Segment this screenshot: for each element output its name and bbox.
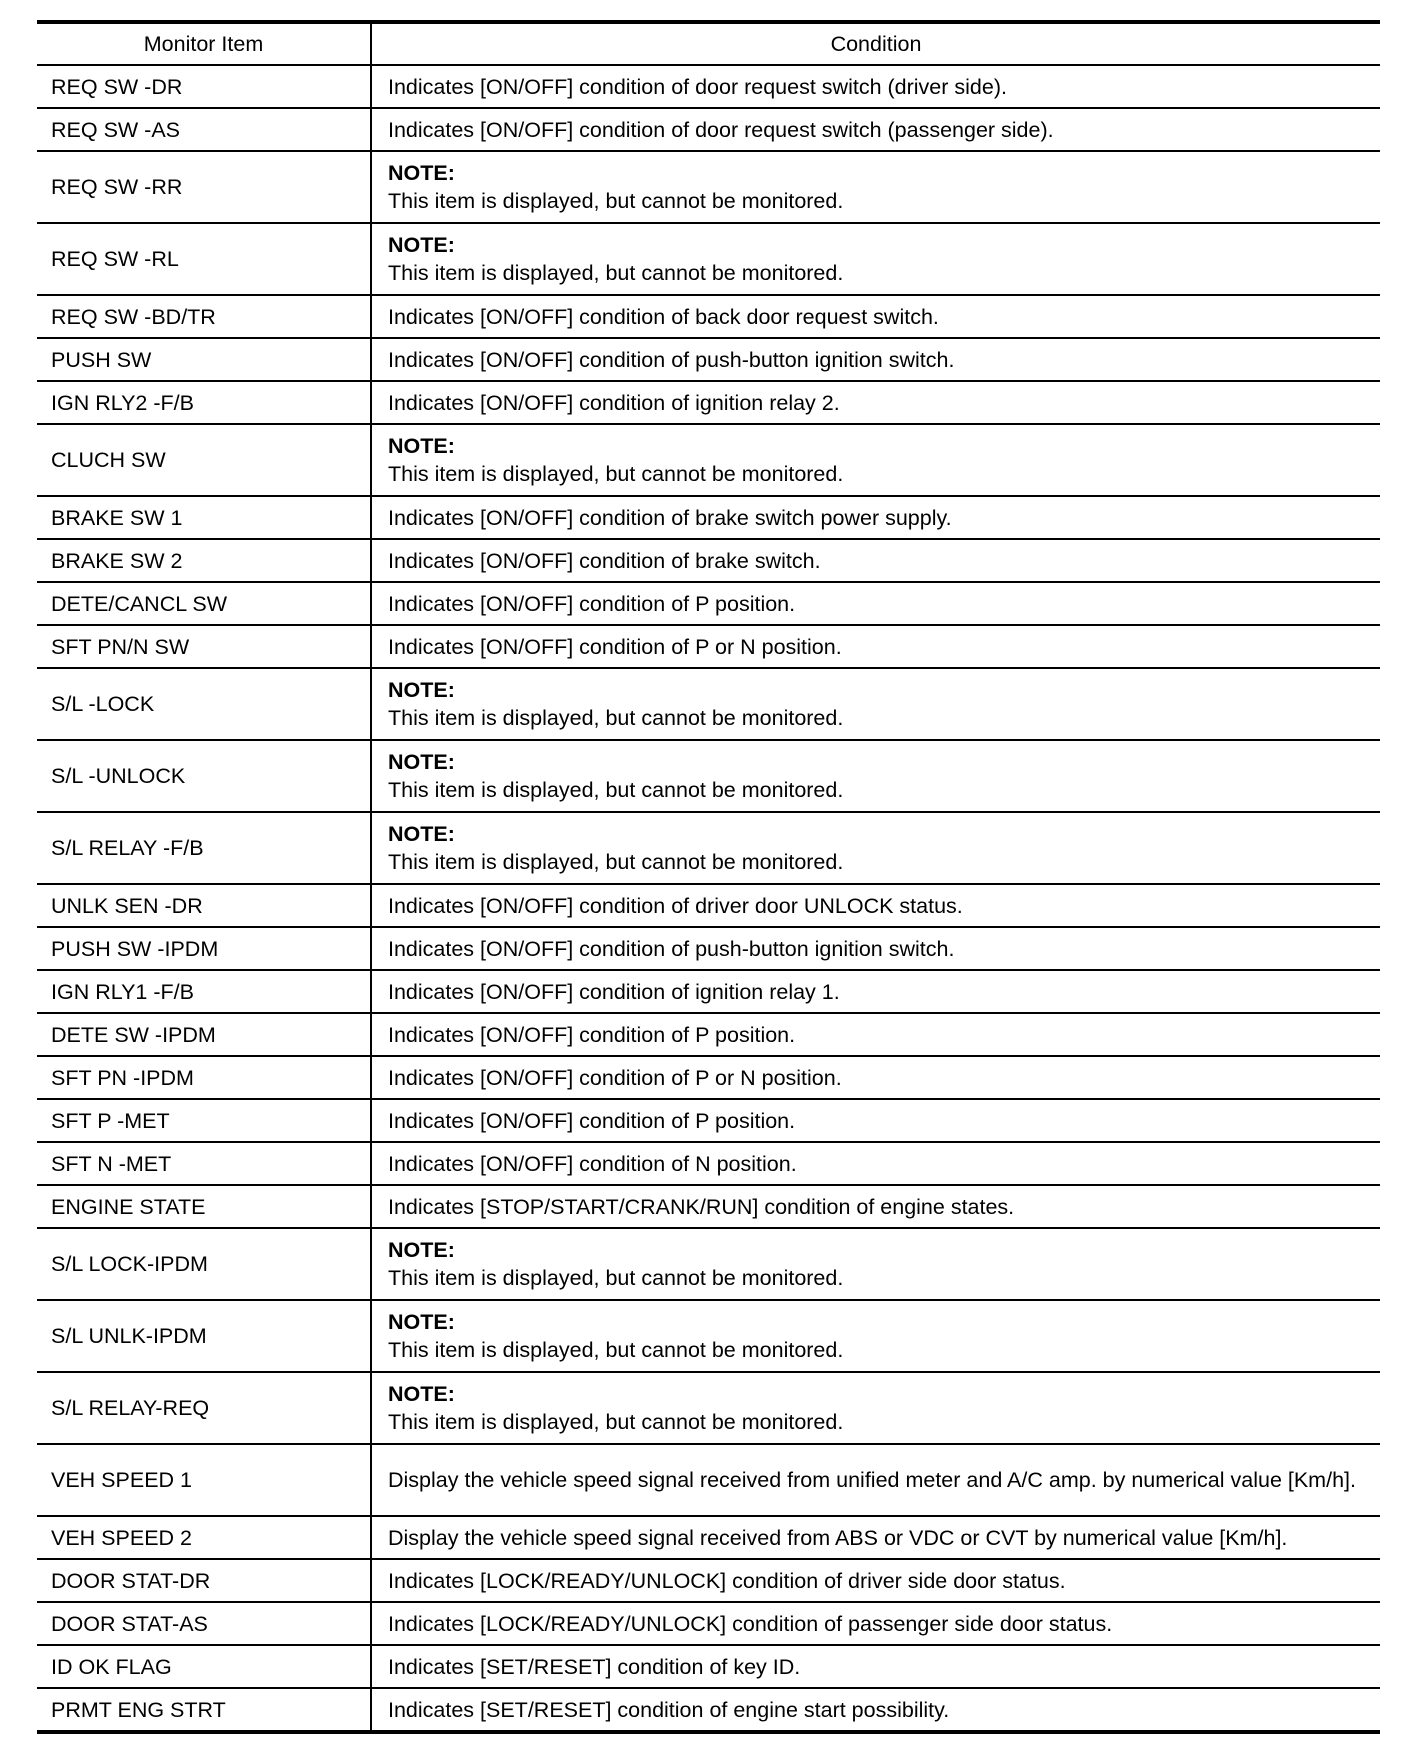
monitor-item-cell: SFT N -MET bbox=[37, 1142, 371, 1185]
condition-cell: Indicates [SET/RESET] condition of engine start possibility. bbox=[371, 1688, 1380, 1732]
condition-cell: Indicates [ON/OFF] condition of push-button ignition switch. bbox=[371, 338, 1380, 381]
table-row bbox=[37, 1688, 1380, 1732]
table-row bbox=[37, 424, 1380, 496]
table-row bbox=[37, 1444, 1380, 1516]
condition-cell: Indicates [ON/OFF] condition of door request switch (passenger side). bbox=[371, 108, 1380, 151]
note-label: NOTE: bbox=[388, 1310, 455, 1334]
note-label: NOTE: bbox=[388, 678, 455, 702]
table-header-row bbox=[37, 22, 1380, 65]
condition-cell: Indicates [SET/RESET] condition of key ID. bbox=[371, 1645, 1380, 1688]
note-text: This item is displayed, but cannot be monitored. bbox=[388, 1266, 844, 1290]
note-text: This item is displayed, but cannot be monitored. bbox=[388, 778, 844, 802]
note-text: This item is displayed, but cannot be monitored. bbox=[388, 1410, 844, 1434]
condition-note-cell bbox=[371, 740, 1380, 812]
header-monitor-item: Monitor Item bbox=[37, 22, 371, 65]
note-label: NOTE: bbox=[388, 750, 455, 774]
table-row bbox=[37, 884, 1380, 927]
note-label: NOTE: bbox=[388, 233, 455, 257]
monitor-item-cell: REQ SW -RL bbox=[37, 223, 371, 295]
monitor-item-cell: SFT P -MET bbox=[37, 1099, 371, 1142]
note-text: This item is displayed, but cannot be monitored. bbox=[388, 462, 844, 486]
monitor-item-cell: S/L -UNLOCK bbox=[37, 740, 371, 812]
table-row bbox=[37, 812, 1380, 884]
condition-cell: Display the vehicle speed signal received from ABS or VDC or CVT by numerical value [Km/h]. bbox=[371, 1516, 1380, 1559]
condition-cell: Indicates [STOP/START/CRANK/RUN] condition of engine states. bbox=[371, 1185, 1380, 1228]
table-row bbox=[37, 582, 1380, 625]
header-condition: Condition bbox=[371, 22, 1380, 65]
condition-cell: Indicates [LOCK/READY/UNLOCK] condition of driver side door status. bbox=[371, 1559, 1380, 1602]
note-label: NOTE: bbox=[388, 161, 455, 185]
condition-note-cell bbox=[371, 668, 1380, 740]
condition-cell: Indicates [ON/OFF] condition of P position. bbox=[371, 1099, 1380, 1142]
table-row bbox=[37, 1056, 1380, 1099]
table-row bbox=[37, 1185, 1380, 1228]
condition-note-cell bbox=[371, 424, 1380, 496]
condition-cell: Indicates [ON/OFF] condition of P or N position. bbox=[371, 625, 1380, 668]
monitor-item-cell: S/L RELAY-REQ bbox=[37, 1372, 371, 1444]
note-label: NOTE: bbox=[388, 434, 455, 458]
table-row bbox=[37, 295, 1380, 338]
table-row bbox=[37, 740, 1380, 812]
monitor-item-cell: SFT PN -IPDM bbox=[37, 1056, 371, 1099]
table-row bbox=[37, 1645, 1380, 1688]
table-row bbox=[37, 970, 1380, 1013]
condition-cell: Indicates [ON/OFF] condition of P position. bbox=[371, 1013, 1380, 1056]
table-row bbox=[37, 151, 1380, 223]
table-row bbox=[37, 539, 1380, 582]
condition-cell: Indicates [LOCK/READY/UNLOCK] condition of passenger side door status. bbox=[371, 1602, 1380, 1645]
table-body bbox=[37, 65, 1380, 1732]
monitor-item-cell: REQ SW -AS bbox=[37, 108, 371, 151]
table-row bbox=[37, 1516, 1380, 1559]
condition-cell: Indicates [ON/OFF] condition of back door request switch. bbox=[371, 295, 1380, 338]
monitor-item-cell: CLUCH SW bbox=[37, 424, 371, 496]
table-row bbox=[37, 1300, 1380, 1372]
monitor-item-cell: VEH SPEED 1 bbox=[37, 1444, 371, 1516]
monitor-item-cell: IGN RLY2 -F/B bbox=[37, 381, 371, 424]
monitor-item-cell: PRMT ENG STRT bbox=[37, 1688, 371, 1732]
monitor-item-cell: DOOR STAT-DR bbox=[37, 1559, 371, 1602]
monitor-item-cell: SFT PN/N SW bbox=[37, 625, 371, 668]
condition-note-cell bbox=[371, 1228, 1380, 1300]
condition-note-cell bbox=[371, 812, 1380, 884]
condition-cell: Indicates [ON/OFF] condition of brake switch. bbox=[371, 539, 1380, 582]
table-row bbox=[37, 1602, 1380, 1645]
monitor-item-cell: ENGINE STATE bbox=[37, 1185, 371, 1228]
monitor-item-cell: S/L -LOCK bbox=[37, 668, 371, 740]
table-row bbox=[37, 1142, 1380, 1185]
note-text: This item is displayed, but cannot be monitored. bbox=[388, 850, 844, 874]
condition-note-cell bbox=[371, 1300, 1380, 1372]
table-row bbox=[37, 1099, 1380, 1142]
table-row bbox=[37, 496, 1380, 539]
monitor-item-cell: DOOR STAT-AS bbox=[37, 1602, 371, 1645]
monitor-item-cell: UNLK SEN -DR bbox=[37, 884, 371, 927]
table-row bbox=[37, 1372, 1380, 1444]
table-row bbox=[37, 927, 1380, 970]
monitor-item-cell: IGN RLY1 -F/B bbox=[37, 970, 371, 1013]
note-text: This item is displayed, but cannot be monitored. bbox=[388, 706, 844, 730]
monitor-item-cell: BRAKE SW 1 bbox=[37, 496, 371, 539]
note-label: NOTE: bbox=[388, 1382, 455, 1406]
monitor-item-cell: BRAKE SW 2 bbox=[37, 539, 371, 582]
condition-cell: Indicates [ON/OFF] condition of driver door UNLOCK status. bbox=[371, 884, 1380, 927]
monitor-item-cell: PUSH SW bbox=[37, 338, 371, 381]
table-row bbox=[37, 223, 1380, 295]
note-text: This item is displayed, but cannot be monitored. bbox=[388, 261, 844, 285]
monitor-item-cell: REQ SW -DR bbox=[37, 65, 371, 108]
table-row bbox=[37, 625, 1380, 668]
monitor-item-cell: ID OK FLAG bbox=[37, 1645, 371, 1688]
monitor-item-cell: DETE SW -IPDM bbox=[37, 1013, 371, 1056]
monitor-item-table-container bbox=[37, 20, 1380, 1734]
table-row bbox=[37, 108, 1380, 151]
table-row bbox=[37, 65, 1380, 108]
monitor-item-cell: REQ SW -BD/TR bbox=[37, 295, 371, 338]
condition-cell: Display the vehicle speed signal received from unified meter and A/C amp. by numerical value [Km/h]. bbox=[371, 1444, 1380, 1516]
condition-note-cell bbox=[371, 151, 1380, 223]
monitor-item-cell: PUSH SW -IPDM bbox=[37, 927, 371, 970]
table-row bbox=[37, 381, 1380, 424]
table-row bbox=[37, 668, 1380, 740]
condition-cell: Indicates [ON/OFF] condition of P position. bbox=[371, 582, 1380, 625]
condition-note-cell bbox=[371, 1372, 1380, 1444]
condition-cell: Indicates [ON/OFF] condition of ignition relay 1. bbox=[371, 970, 1380, 1013]
note-label: NOTE: bbox=[388, 1238, 455, 1262]
monitor-item-cell: VEH SPEED 2 bbox=[37, 1516, 371, 1559]
condition-cell: Indicates [ON/OFF] condition of N position. bbox=[371, 1142, 1380, 1185]
monitor-item-cell: REQ SW -RR bbox=[37, 151, 371, 223]
condition-cell: Indicates [ON/OFF] condition of push-button ignition switch. bbox=[371, 927, 1380, 970]
monitor-item-cell: S/L RELAY -F/B bbox=[37, 812, 371, 884]
condition-cell: Indicates [ON/OFF] condition of brake switch power supply. bbox=[371, 496, 1380, 539]
note-text: This item is displayed, but cannot be monitored. bbox=[388, 1338, 844, 1362]
monitor-item-cell: S/L UNLK-IPDM bbox=[37, 1300, 371, 1372]
table-row bbox=[37, 1013, 1380, 1056]
table-row bbox=[37, 1559, 1380, 1602]
monitor-item-cell: DETE/CANCL SW bbox=[37, 582, 371, 625]
monitor-item-table bbox=[37, 20, 1380, 1734]
condition-cell: Indicates [ON/OFF] condition of P or N position. bbox=[371, 1056, 1380, 1099]
table-row bbox=[37, 338, 1380, 381]
monitor-item-cell: S/L LOCK-IPDM bbox=[37, 1228, 371, 1300]
condition-note-cell bbox=[371, 223, 1380, 295]
note-text: This item is displayed, but cannot be monitored. bbox=[388, 189, 844, 213]
condition-cell: Indicates [ON/OFF] condition of door request switch (driver side). bbox=[371, 65, 1380, 108]
note-label: NOTE: bbox=[388, 822, 455, 846]
table-row bbox=[37, 1228, 1380, 1300]
condition-cell: Indicates [ON/OFF] condition of ignition relay 2. bbox=[371, 381, 1380, 424]
